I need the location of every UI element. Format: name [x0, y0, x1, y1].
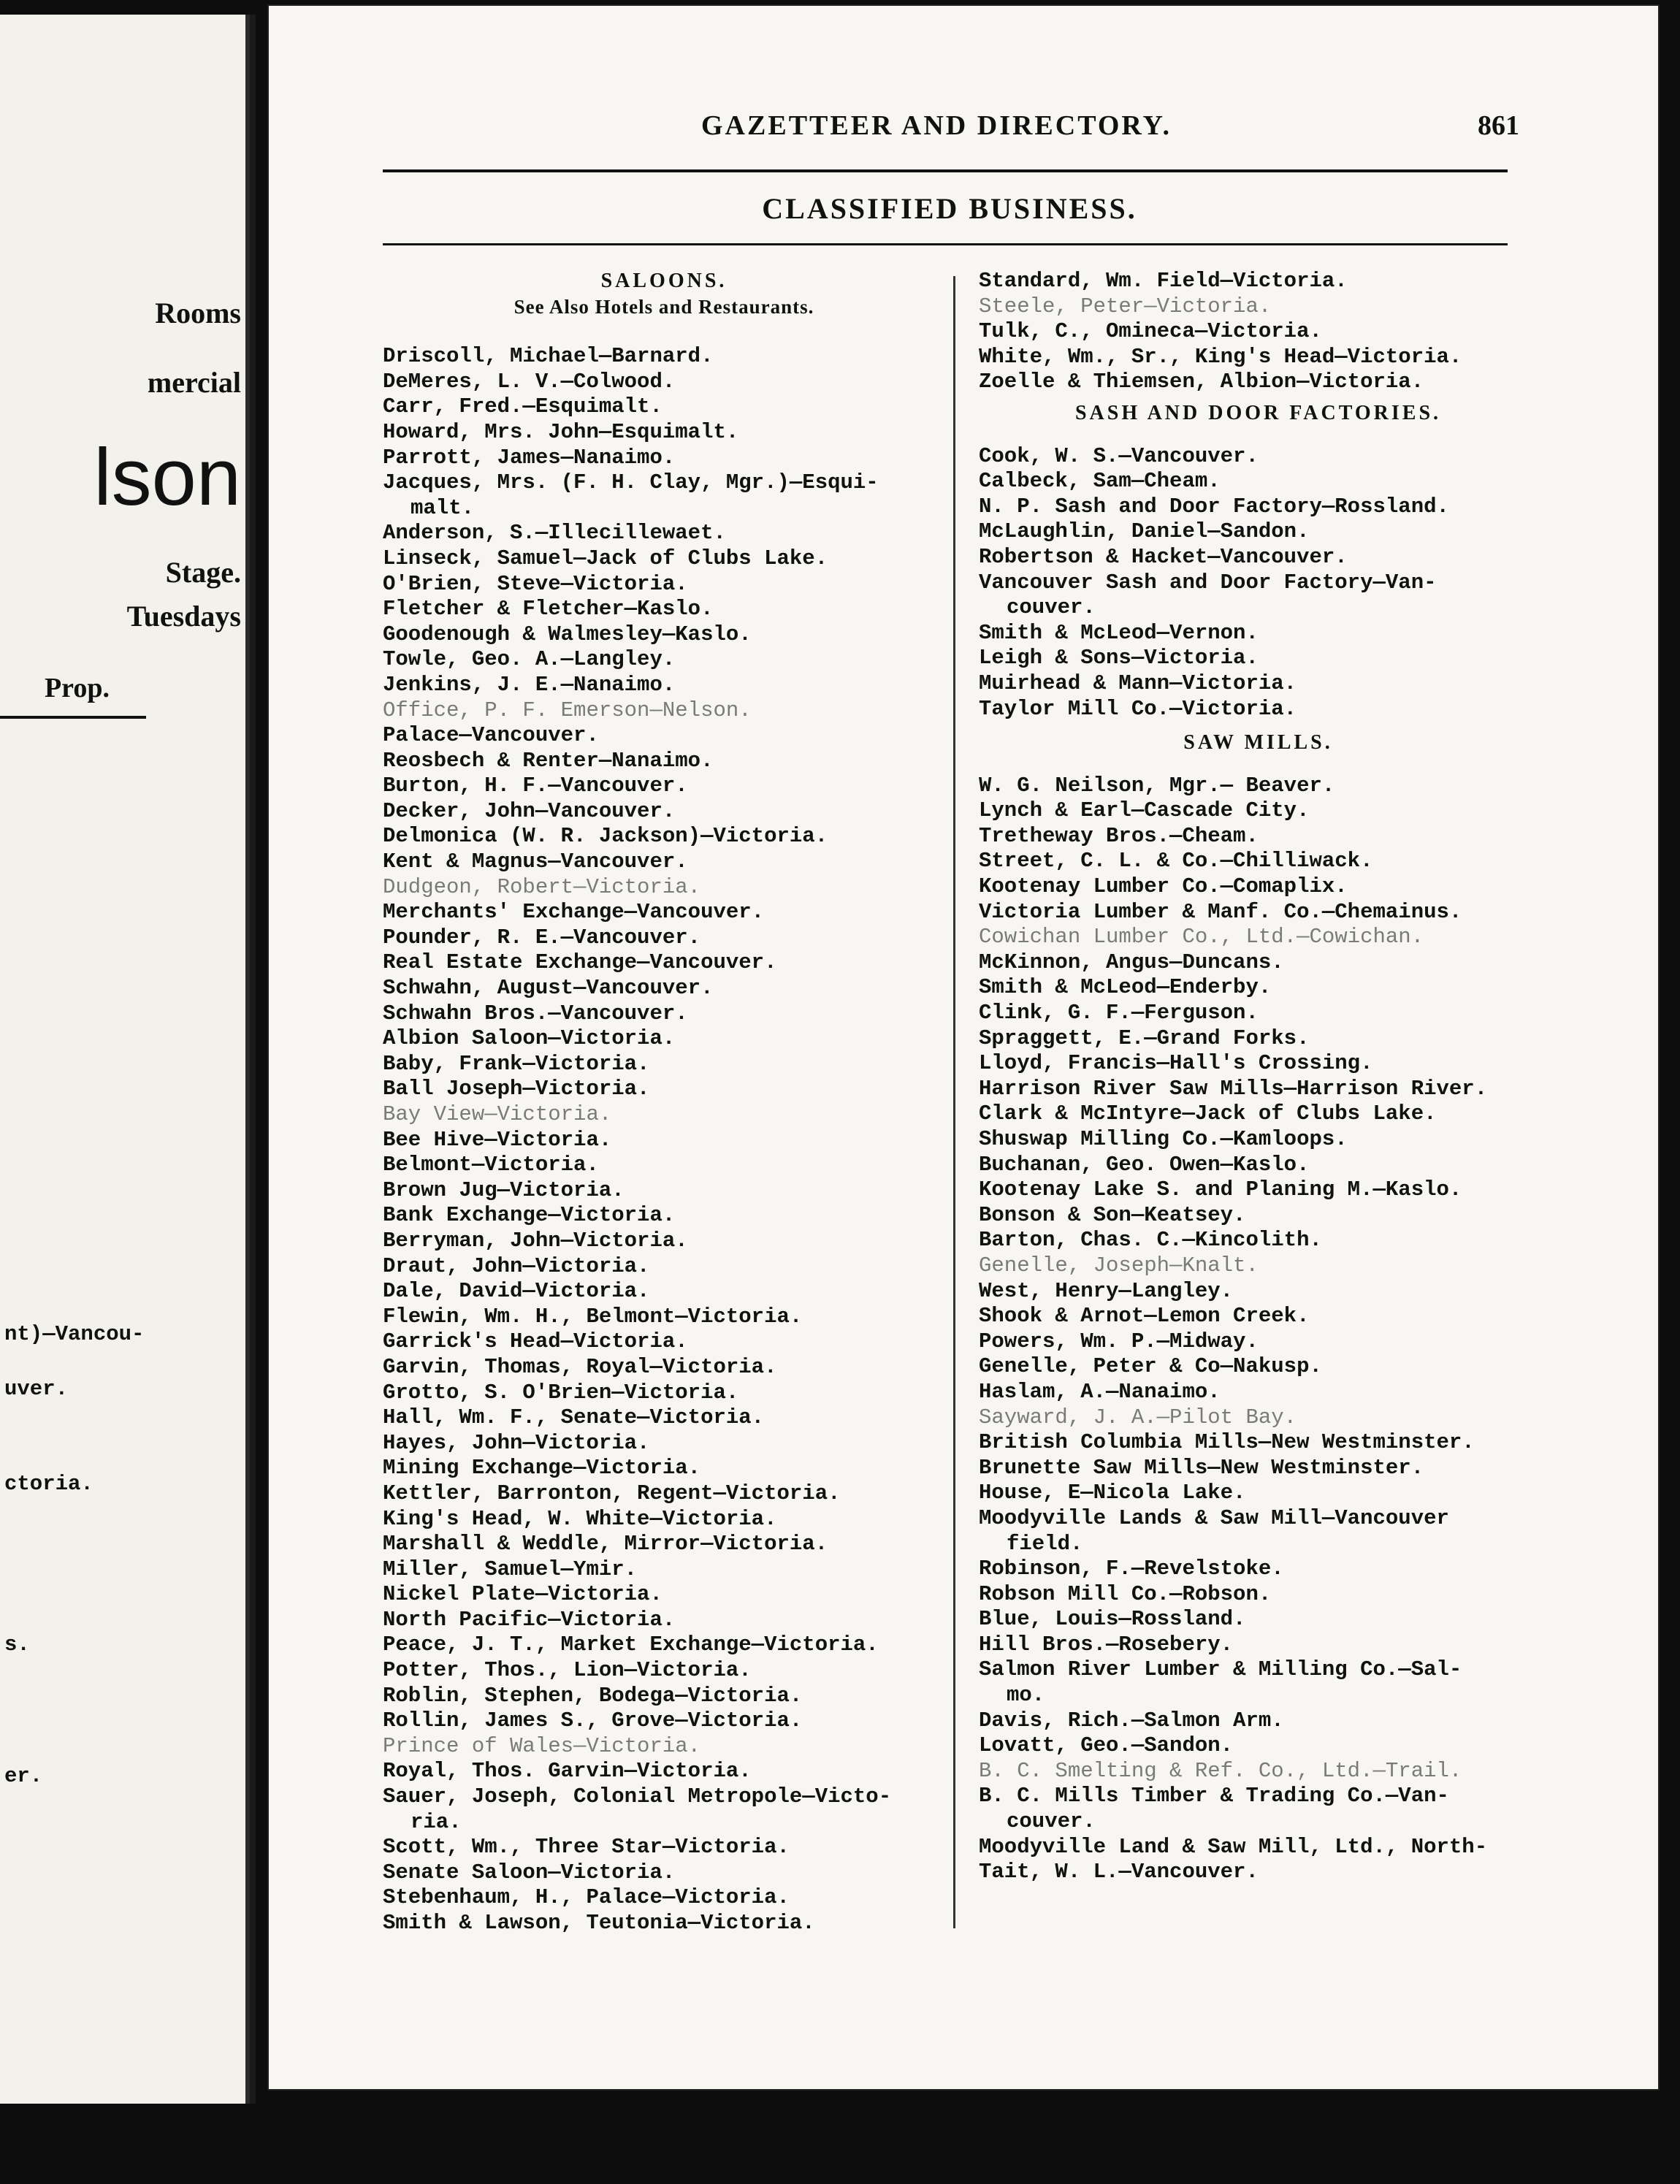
page-header [380, 110, 1519, 153]
directory-entry: couver. [1007, 595, 1096, 620]
directory-entry: Clark & McIntyre—Jack of Clubs Lake. [979, 1101, 1437, 1126]
directory-entry: Genelle, Peter & Co—Nakusp. [979, 1354, 1322, 1379]
directory-entry: Bay View—Victoria. [383, 1102, 612, 1126]
directory-entry: Jacques, Mrs. (F. H. Clay, Mgr.)—Esqui- [383, 470, 879, 495]
page-fold [245, 15, 250, 2104]
directory-entry: Kettler, Barronton, Regent—Victoria. [383, 1481, 841, 1505]
fragment-text: mercial [147, 366, 241, 399]
fragment-rule [0, 716, 146, 719]
running-head: GAZETTEER AND DIRECTORY. [701, 110, 1172, 141]
directory-entry: Burton, H. F.—Vancouver. [383, 774, 688, 798]
directory-entry: Kootenay Lumber Co.—Comaplix. [979, 874, 1348, 899]
column-divider [953, 276, 955, 1928]
directory-entry: Carr, Fred.—Esquimalt. [383, 394, 663, 419]
directory-entry: Clink, G. F.—Ferguson. [979, 1001, 1259, 1026]
directory-entry: Rollin, James S., Grove—Victoria. [383, 1708, 803, 1733]
directory-entry: N. P. Sash and Door Factory—Rossland. [979, 494, 1449, 519]
directory-entry: Smith & Lawson, Teutonia—Victoria. [383, 1911, 815, 1935]
directory-entry: King's Head, W. White—Victoria. [383, 1506, 777, 1531]
directory-entry: Sayward, J. A.—Pilot Bay. [979, 1405, 1297, 1429]
directory-entry: B. C. Mills Timber & Trading Co.—Van- [979, 1784, 1449, 1809]
directory-entry: Muirhead & Mann—Victoria. [979, 671, 1297, 695]
directory-entry: Davis, Rich.—Salmon Arm. [979, 1708, 1284, 1733]
fragment-text: Rooms [155, 297, 241, 329]
directory-entry: Barton, Chas. C.—Kincolith. [979, 1228, 1322, 1253]
directory-entry: Moodyville Lands & Saw Mill—Vancouver [979, 1505, 1449, 1530]
directory-entry: Stebenhaum, H., Palace—Victoria. [383, 1885, 790, 1910]
directory-entry: Lynch & Earl—Cascade City. [979, 798, 1310, 823]
directory-entry: Ball Joseph—Victoria. [383, 1077, 650, 1101]
fragment-text: s. [4, 1633, 30, 1657]
directory-entry: Reosbech & Renter—Nanaimo. [383, 748, 714, 773]
directory-entry: Grotto, S. O'Brien—Victoria. [383, 1380, 739, 1405]
directory-entry: Taylor Mill Co.—Victoria. [979, 696, 1297, 721]
directory-entry: Smith & McLeod—Enderby. [979, 975, 1272, 1000]
directory-entry: Office, P. F. Emerson—Nelson. [383, 698, 752, 722]
directory-entry: Anderson, S.—Illecillewaet. [383, 521, 726, 546]
directory-entry: Cook, W. S.—Vancouver. [979, 443, 1259, 468]
directory-entry: Robson Mill Co.—Robson. [979, 1581, 1272, 1606]
directory-entry: Fletcher & Fletcher—Kaslo. [383, 597, 714, 622]
saw-mill-list [979, 774, 1538, 1885]
directory-entry: Brunette Saw Mills—New Westminster. [979, 1455, 1424, 1480]
directory-entry: Schwahn, August—Vancouver. [383, 976, 714, 1001]
directory-entry: Peace, J. T., Market Exchange—Victoria. [383, 1633, 879, 1657]
directory-entry: Bonson & Son—Keatsey. [979, 1202, 1246, 1227]
directory-entry: House, E—Nicola Lake. [979, 1481, 1246, 1505]
directory-entry: Tretheway Bros.—Cheam. [979, 823, 1259, 848]
saloon-list-continued [979, 269, 1538, 395]
directory-entry: Harrison River Saw Mills—Harrison River. [979, 1076, 1488, 1101]
directory-entry: Standard, Wm. Field—Victoria. [979, 269, 1348, 293]
directory-entry: Salmon River Lumber & Milling Co.—Sal- [979, 1657, 1462, 1682]
directory-entry: Berryman, John—Victoria. [383, 1228, 688, 1253]
directory-entry: Spraggett, E.—Grand Forks. [979, 1026, 1310, 1050]
directory-entry: Goodenough & Walmesley—Kaslo. [383, 622, 752, 646]
section-title: CLASSIFIED BUSINESS. [762, 192, 1137, 225]
directory-entry: Senate Saloon—Victoria. [383, 1860, 676, 1885]
directory-entry: Hall, Wm. F., Senate—Victoria. [383, 1405, 765, 1430]
directory-entry: W. G. Neilson, Mgr.— Beaver. [979, 773, 1335, 798]
directory-entry: Belmont—Victoria. [383, 1153, 599, 1177]
directory-entry: ria. [411, 1809, 462, 1834]
directory-entry: Schwahn Bros.—Vancouver. [383, 1001, 688, 1026]
fragment-text: Prop. [44, 673, 110, 703]
directory-entry: Kootenay Lake S. and Planing M.—Kaslo. [979, 1177, 1462, 1202]
fragment-text: Tuesdays [126, 600, 241, 633]
directory-entry: Genelle, Joseph—Knalt. [979, 1253, 1259, 1278]
directory-entry: Robertson & Hacket—Vancouver. [979, 544, 1348, 569]
directory-entry: Albion Saloon—Victoria. [383, 1026, 676, 1051]
directory-entry: McLaughlin, Daniel—Sandon. [979, 519, 1310, 544]
saloon-list [383, 344, 945, 1936]
fragment-text: lson [93, 432, 241, 522]
directory-entry: Dudgeon, Robert—Victoria. [383, 874, 701, 899]
directory-entry: Baby, Frank—Victoria. [383, 1051, 650, 1076]
directory-entry: Kent & Magnus—Vancouver. [383, 849, 688, 874]
directory-entry: Street, C. L. & Co.—Chilliwack. [979, 849, 1373, 874]
section-heading-sash-door: SASH AND DOOR FACTORIES. [1074, 401, 1442, 424]
directory-entry: Nickel Plate—Victoria. [383, 1582, 663, 1607]
directory-entry: Potter, Thos., Lion—Victoria. [383, 1658, 752, 1683]
title-rule [383, 243, 1508, 245]
directory-entry: Leigh & Sons—Victoria. [979, 646, 1259, 671]
directory-entry: Jenkins, J. E.—Nanaimo. [383, 672, 676, 697]
directory-entry: Smith & McLeod—Vernon. [979, 620, 1259, 645]
directory-entry: Cowichan Lumber Co., Ltd.—Cowichan. [979, 925, 1424, 950]
directory-entry: Marshall & Weddle, Mirror—Victoria. [383, 1532, 828, 1557]
fragment-text: nt)—Vancou- [4, 1322, 145, 1346]
directory-entry: Real Estate Exchange—Vancouver. [383, 950, 777, 975]
directory-entry: Towle, Geo. A.—Langley. [383, 647, 676, 672]
directory-entry: Bank Exchange—Victoria. [383, 1203, 676, 1228]
directory-entry: Linseck, Samuel—Jack of Clubs Lake. [383, 546, 828, 570]
directory-entry: Lloyd, Francis—Hall's Crossing. [979, 1051, 1373, 1076]
directory-entry: Calbeck, Sam—Cheam. [979, 469, 1221, 494]
directory-entry: Robinson, F.—Revelstoke. [979, 1557, 1284, 1581]
directory-entry: Lovatt, Geo.—Sandon. [979, 1733, 1234, 1758]
directory-entry: Driscoll, Michael—Barnard. [383, 344, 714, 369]
directory-entry: Hayes, John—Victoria. [383, 1430, 650, 1455]
directory-entry: couver. [1007, 1809, 1096, 1834]
directory-entry: British Columbia Mills—New Westminster. [979, 1430, 1475, 1455]
directory-entry: Blue, Louis—Rossland. [979, 1607, 1246, 1632]
directory-entry: Tulk, C., Omineca—Victoria. [979, 319, 1322, 344]
directory-entry: Miller, Samuel—Ymir. [383, 1557, 638, 1581]
directory-entry: Pounder, R. E.—Vancouver. [383, 925, 701, 950]
fragment-text: uver. [4, 1377, 69, 1401]
directory-entry: Scott, Wm., Three Star—Victoria. [383, 1835, 790, 1860]
directory-entry: Hill Bros.—Rosebery. [979, 1632, 1234, 1657]
directory-entry: Draut, John—Victoria. [383, 1253, 650, 1278]
directory-entry: Flewin, Wm. H., Belmont—Victoria. [383, 1304, 803, 1329]
directory-entry: Garvin, Thomas, Royal—Victoria. [383, 1354, 777, 1379]
directory-entry: DeMeres, L. V.—Colwood. [383, 369, 676, 394]
section-heading-saloons: SALOONS. [600, 270, 728, 292]
directory-entry: Victoria Lumber & Manf. Co.—Chemainus. [979, 899, 1462, 924]
directory-entry: Garrick's Head—Victoria. [383, 1329, 688, 1354]
directory-entry: field. [1007, 1531, 1083, 1556]
directory-entry: Zoelle & Thiemsen, Albion—Victoria. [979, 370, 1424, 394]
directory-entry: Brown Jug—Victoria. [383, 1177, 625, 1202]
fragment-text: ctoria. [4, 1472, 93, 1496]
directory-entry: Roblin, Stephen, Bodega—Victoria. [383, 1683, 803, 1708]
directory-entry: Powers, Wm. P.—Midway. [979, 1329, 1259, 1353]
directory-entry: Moodyville Land & Saw Mill, Ltd., North- [979, 1834, 1488, 1859]
directory-entry: West, Henry—Langley. [979, 1278, 1234, 1303]
right-column [979, 269, 1538, 1885]
directory-entry: Prince of Wales—Victoria. [383, 1733, 701, 1758]
directory-entry: Mining Exchange—Victoria. [383, 1456, 701, 1481]
directory-entry: Shuswap Milling Co.—Kamloops. [979, 1127, 1348, 1151]
see-also-note: See Also Hotels and Restaurants. [513, 295, 814, 318]
directory-entry: O'Brien, Steve—Victoria. [383, 571, 688, 596]
directory-entry: mo. [1007, 1683, 1045, 1708]
directory-entry: Vancouver Sash and Door Factory—Van- [979, 570, 1437, 595]
directory-entry: Parrott, James—Nanaimo. [383, 445, 676, 470]
header-rule [383, 169, 1508, 172]
directory-entry: Sauer, Joseph, Colonial Metropole—Victo- [383, 1784, 892, 1809]
directory-entry: Steele, Peter—Victoria. [979, 294, 1272, 318]
directory-entry: malt. [411, 495, 475, 520]
directory-entry: Royal, Thos. Garvin—Victoria. [383, 1759, 752, 1784]
directory-entry: Decker, John—Vancouver. [383, 798, 676, 823]
page-number: 861 [1478, 110, 1519, 141]
directory-entry: Palace—Vancouver. [383, 723, 599, 748]
left-column [383, 269, 945, 1936]
adjacent-page-fragment [0, 15, 256, 2104]
fragment-text: Stage. [165, 556, 241, 589]
directory-entry: North Pacific—Victoria. [383, 1607, 676, 1632]
directory-entry: Buchanan, Geo. Owen—Kaslo. [979, 1152, 1310, 1177]
directory-entry: Bee Hive—Victoria. [383, 1127, 612, 1152]
fragment-text: er. [4, 1764, 43, 1788]
directory-entry: Shook & Arnot—Lemon Creek. [979, 1304, 1310, 1329]
directory-entry: White, Wm., Sr., King's Head—Victoria. [979, 344, 1462, 369]
directory-entry: Haslam, A.—Nanaimo. [979, 1379, 1221, 1404]
section-heading-saw-mills: SAW MILLS. [1183, 731, 1333, 755]
directory-entry: Howard, Mrs. John—Esquimalt. [383, 419, 739, 444]
directory-entry: Tait, W. L.—Vancouver. [979, 1860, 1259, 1885]
directory-entry: Merchants' Exchange—Vancouver. [383, 900, 765, 925]
directory-entry: B. C. Smelting & Ref. Co., Ltd.—Trail. [979, 1758, 1462, 1783]
directory-entry: Delmonica (W. R. Jackson)—Victoria. [383, 824, 828, 849]
directory-entry: McKinnon, Angus—Duncans. [979, 950, 1284, 974]
sash-door-list [979, 444, 1538, 722]
directory-entry: Dale, David—Victoria. [383, 1279, 650, 1304]
